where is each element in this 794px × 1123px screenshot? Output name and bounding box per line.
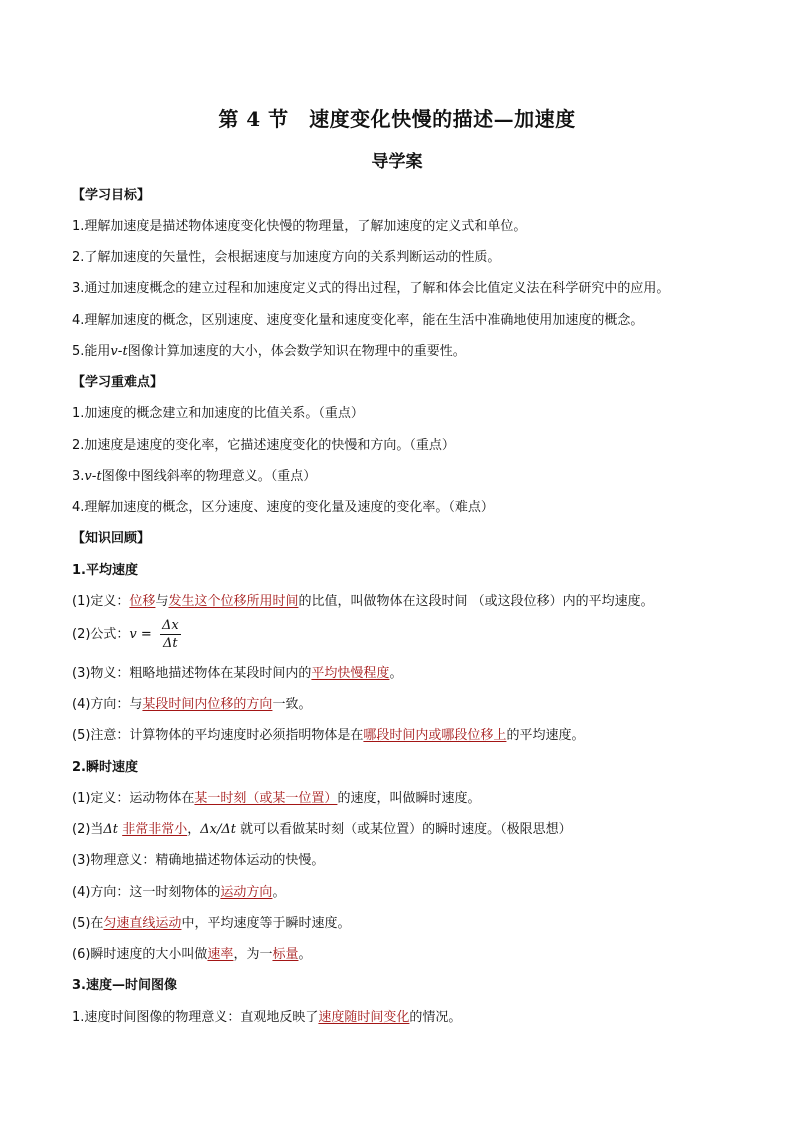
goal-item-5: 5.能用v-t图像计算加速度的大小，体会数学知识在物理中的重要性。: [72, 344, 466, 359]
key-points-heading: 【学习重难点】: [72, 375, 164, 390]
answer-blank: 标量: [272, 947, 299, 962]
key-point-4: 4.理解加速度的概念，区分速度、速度的变化量及速度的变化率。（难点）: [72, 500, 494, 515]
avg-formula: (2)公式：v = $\frac{\Delta x}{\Delta t}$: [72, 618, 179, 651]
answer-blank: 平均快慢程度: [311, 666, 390, 681]
avg-physical-meaning: (3)物义：粗略地描述物体在某段时间内的平均快慢程度。: [72, 666, 403, 681]
inst-velocity-heading: 2.瞬时速度: [72, 760, 138, 775]
inst-definition: (1)定义：运动物体在某一时刻（或某一位置）的速度，叫做瞬时速度。: [72, 791, 481, 806]
inst-condition: (2)当Δt 非常非常小，Δx/Δt 就可以看做某时刻（或某位置）的瞬时速度。（极限思想）: [72, 822, 572, 837]
answer-blank: 发生这个位移所用时间: [168, 594, 299, 609]
answer-blank: 某一时刻（或某一位置）: [194, 791, 338, 806]
inst-uniform: (5)在匀速直线运动中，平均速度等于瞬时速度。: [72, 916, 351, 931]
page-title: 第 4 节 速度变化快慢的描述—加速度: [218, 107, 576, 131]
vt-item-1: 1.速度时间图像的物理意义：直观地反映了速度随时间变化的情况。: [72, 1010, 462, 1025]
answer-blank: 哪段时间内或哪段位移上: [363, 728, 507, 743]
review-heading: 【知识回顾】: [72, 531, 151, 546]
inst-meaning: (3)物理意义：精确地描述物体运动的快慢。: [72, 853, 325, 868]
avg-note: (5)注意：计算物体的平均速度时必须指明物体是在哪段时间内或哪段位移上的平均速度。: [72, 728, 585, 743]
key-point-1: 1.加速度的概念建立和加速度的比值关系。（重点）: [72, 406, 364, 421]
answer-blank: 某段时间内位移的方向: [142, 697, 273, 712]
page-subtitle: 导学案: [371, 152, 423, 172]
answer-blank: 匀速直线运动: [103, 916, 182, 931]
avg-direction: (4)方向：与某段时间内位移的方向一致。: [72, 697, 312, 712]
answer-blank: 非常非常小: [122, 822, 188, 837]
goals-heading: 【学习目标】: [72, 188, 151, 203]
goal-item-1: 1.理解加速度是描述物体速度变化快慢的物理量，了解加速度的定义式和单位。: [72, 219, 527, 234]
key-point-2: 2.加速度是速度的变化率，它描述速度变化的快慢和方向。（重点）: [72, 438, 455, 453]
answer-blank: 速度随时间变化: [318, 1010, 410, 1025]
goal-item-4: 4.理解加速度的概念，区别速度、速度变化量和速度变化率，能在生活中准确地使用加速度的概念。: [72, 313, 644, 328]
inst-direction: (4)方向：这一时刻物体的运动方向。: [72, 885, 286, 900]
answer-blank: 位移: [129, 594, 156, 609]
answer-blank: 运动方向: [220, 885, 273, 900]
answer-blank: 速率: [207, 947, 234, 962]
formula-fraction: $\frac{\Delta x}{\Delta t}$: [161, 618, 179, 651]
goal-item-2: 2.了解加速度的矢量性，会根据速度与加速度方向的关系判断运动的性质。: [72, 250, 501, 265]
inst-speed: (6)瞬时速度的大小叫做速率，为一标量。: [72, 947, 312, 962]
goal-item-3: 3.通过加速度概念的建立过程和加速度定义式的得出过程，了解和体会比值定义法在科学研究中的应用。: [72, 281, 670, 296]
avg-definition: (1)定义：位移与发生这个位移所用时间的比值，叫做物体在这段时间 （或这段位移）内的平均速度。: [72, 594, 654, 609]
vt-graph-heading: 3.速度—时间图像: [72, 978, 177, 993]
avg-velocity-heading: 1.平均速度: [72, 563, 138, 578]
key-point-3: 3.v-t图像中图线斜率的物理意义。（重点）: [72, 469, 317, 484]
